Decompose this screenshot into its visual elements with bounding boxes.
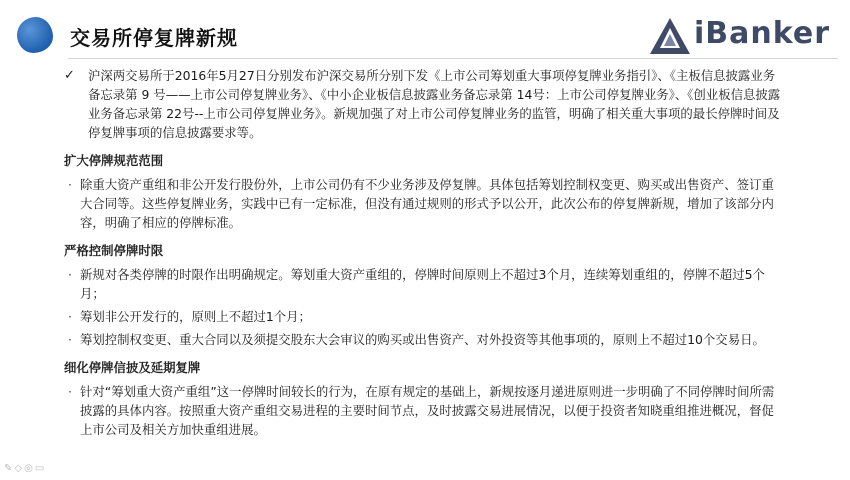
- bullet-icon: ·: [68, 177, 72, 192]
- ibanker-logo: [648, 14, 838, 58]
- logo-text: iBanker: [694, 16, 831, 51]
- list-item-text: 针对“筹划重大资产重组”这一停牌时间较长的行为，在原有规定的基础上，新规按逐月递进原则进一步明确了不同停牌时间所需披露的具体内容。按照重大资产重组交易进程的主要时间节点，及时披露交易进展情况，以便于投资者知晓重组推进概况，督促上市公司及相关方加快重组进展。: [80, 384, 775, 437]
- triangle-logo-icon: [648, 14, 694, 58]
- list-item: [64, 307, 784, 326]
- bullet-icon: ·: [68, 384, 72, 399]
- bullet-icon: ·: [68, 267, 72, 282]
- page-title: 交易所停复牌新规: [70, 26, 238, 50]
- section-title: 扩大停牌规范范围: [64, 153, 164, 168]
- section-title: 严格控制停牌时限: [64, 243, 164, 258]
- bullet-icon: ·: [68, 309, 72, 324]
- list-item: [64, 175, 784, 232]
- list-item: [64, 382, 784, 439]
- bullet-icon: ·: [68, 332, 72, 347]
- section-title: 细化停牌信披及延期复牌: [64, 360, 201, 375]
- list-item-text: 筹划非公开发行的，原则上不超过1个月；: [80, 309, 311, 324]
- section-3: [64, 358, 784, 439]
- intro-text: 沪深两交易所于2016年5月27日分别发布沪深交易所分别下发《上市公司筹划重大事项停复牌业务指引》、《主板信息披露业务备忘录第 9 号——上市公司停复牌业务》、《中小企业板信息披露业务备忘录第 14号：上市公司停复牌业务》、《创业板信息披露业务备忘录第 22号--上市公司停复牌业务》。新规加强了对上市公司停复牌业务的监管，明确了相关重大事项的最长停牌时间及停复牌事项的信息披露要求等。: [88, 68, 781, 140]
- presentation-toolbar[interactable]: [4, 463, 46, 474]
- blue-blob-icon: [17, 17, 53, 53]
- title-divider: [68, 58, 838, 59]
- list-item: [64, 330, 784, 349]
- section-2: [64, 241, 784, 349]
- list-item-text: 除重大资产重组和非公开发行股份外，上市公司仍有不少业务涉及停复牌。具体包括筹划控制权变更、购买或出售资产、签订重大合同等。这些停复牌业务，实践中已有一定标准，但没有通过规则的形式予以公开，此次公布的停复牌新规，增加了该部分内容，明确了相应的停牌标准。: [80, 177, 774, 230]
- section-1: [64, 151, 784, 232]
- check-icon: ✓: [64, 68, 75, 83]
- intro-paragraph: [64, 66, 784, 142]
- eraser-icon[interactable]: ◇: [14, 463, 25, 474]
- content: [64, 66, 784, 443]
- view-icon[interactable]: ◎: [24, 463, 35, 474]
- list-item-text: 新规对各类停牌的时限作出明确规定。筹划重大资产重组的，停牌时间原则上不超过3个月，连续筹划重组的，停牌不超过5个月；: [80, 267, 765, 301]
- screen-icon[interactable]: ▭: [34, 463, 47, 474]
- list-item: [64, 265, 784, 303]
- list-item-text: 筹划控制权变更、重大合同以及须提交股东大会审议的购买或出售资产、对外投资等其他事项的，原则上不超过10个交易日。: [80, 332, 765, 347]
- pen-icon[interactable]: ✎: [4, 463, 15, 474]
